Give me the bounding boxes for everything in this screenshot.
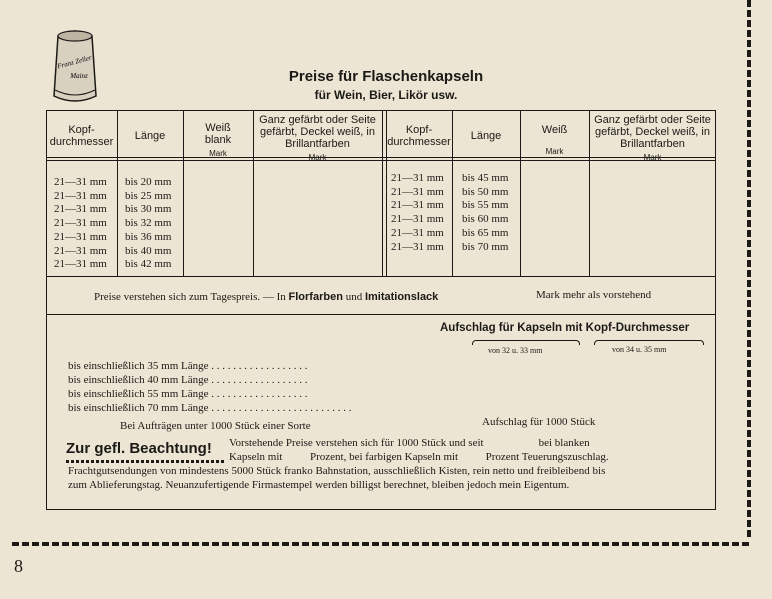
price-note-end: Mark mehr als vorstehend <box>536 289 652 301</box>
header-gefaerbt-left: Ganz gefärbt oder Seite gefärbt, Deckel weiß, in Brillantfarben Mark <box>259 114 376 162</box>
table-cell: bis 32 mm <box>125 217 172 230</box>
header-weiss-right: Weiß Mark <box>541 124 568 156</box>
table-cell: 21—31 mm <box>54 258 107 271</box>
table-cell: 21—31 mm <box>391 172 444 184</box>
table-cell: 21—31 mm <box>54 203 107 216</box>
surcharge-row: bis einschließlich 70 mm Länge . . . . . . . . . . . . . . . . . . . . . . . . . . <box>68 402 352 414</box>
table-cell: bis 25 mm <box>125 189 172 202</box>
surcharge-row: bis einschließlich 35 mm Länge . . . . . . . . . . . . . . . . . . <box>68 360 308 372</box>
table-cell: 21—31 mm <box>54 217 107 230</box>
notice-heading: Zur gefl. Beachtung! <box>66 440 212 457</box>
table-cell: 21—31 mm <box>391 213 444 226</box>
surcharge-col1: von 32 u. 33 mm <box>488 346 543 355</box>
price-note: Preise verstehen sich zum Tagespreis. — In Florfarben und Imitationslack <box>94 291 439 303</box>
surcharge-row: bis einschließlich 55 mm Länge . . . . . . . . . . . . . . . . . . <box>68 388 308 400</box>
col-divider <box>382 110 383 276</box>
header-kopf-left: Kopf- durchmesser <box>49 124 114 148</box>
header-laenge-right: Länge <box>470 130 502 142</box>
table-cell: bis 50 mm <box>462 185 509 198</box>
surcharge-row: bis einschließlich 40 mm Länge . . . . . . . . . . . . . . . . . . <box>68 374 308 386</box>
surcharge-col2: von 34 u. 35 mm <box>612 345 667 354</box>
table-cell: 21—31 mm <box>54 244 107 257</box>
order-note: Bei Aufträgen unter 1000 Stück einer Sorte <box>120 420 311 432</box>
table-cell: 21—31 mm <box>54 230 107 243</box>
header-weiss-left: Weiß blank Mark <box>204 122 232 158</box>
table-cell: bis 42 mm <box>125 258 172 271</box>
notice-line-1: Vorstehende Preise verstehen sich für 1000 Stück und seit bei blanken <box>229 437 590 449</box>
notice-line-3: Frachtgutsendungen von mindestens 5000 Stück franko Bahnstation, ausschließlich Kisten, rein netto und freibleibend bis <box>68 465 606 477</box>
table-cell: bis 40 mm <box>125 244 172 257</box>
table-cell: bis 45 mm <box>462 172 509 184</box>
table-cell: bis 65 mm <box>462 226 509 239</box>
page-subtitle: für Wein, Bier, Likör usw. <box>314 88 458 102</box>
bracket-left <box>472 340 580 345</box>
left-diameter-column <box>54 176 107 272</box>
notice-heading-underline <box>66 460 224 463</box>
dotted-border-bottom <box>12 542 752 546</box>
page-title: Preise für Flaschenkapseln <box>288 68 484 85</box>
page-number: 8 <box>14 556 23 576</box>
table-cell: bis 55 mm <box>462 199 509 212</box>
table-cell: 21—31 mm <box>391 226 444 239</box>
left-length-column <box>125 176 171 272</box>
table-cell: 21—31 mm <box>391 240 444 253</box>
notice-line-2: Kapseln mit Prozent, bei farbigen Kapseln mit Prozent Teuerungszuschlag. <box>229 451 609 463</box>
section-divider <box>46 314 716 315</box>
notice-line-4: zum Ablieferungstag. Neuanzufertigende Firmastempel werden billigst berechnet, bleiben jedoch mein Eigentum. <box>68 479 570 491</box>
logo-text-2: Mainz <box>70 72 88 80</box>
table-cell: 21—31 mm <box>54 189 107 202</box>
table-cell: 21—31 mm <box>391 199 444 212</box>
surcharge-heading: Aufschlag für Kapseln mit Kopf-Durchmesser <box>440 322 690 334</box>
table-cell: bis 20 mm <box>125 176 172 188</box>
header-gefaerbt-right: Ganz gefärbt oder Seite gefärbt, Deckel weiß, in Brillantfarben Mark <box>594 114 711 162</box>
header-laenge-left: Länge <box>134 130 166 142</box>
header-kopf-right: Kopf- durchmesser <box>387 124 451 148</box>
right-length-column <box>462 172 508 254</box>
table-bottom-line <box>46 276 716 277</box>
table-cell: bis 36 mm <box>125 230 172 243</box>
right-diameter-column <box>391 172 444 254</box>
table-cell: 21—31 mm <box>54 176 107 188</box>
table-cell: bis 70 mm <box>462 240 509 253</box>
order-surcharge: Aufschlag für 1000 Stück <box>482 416 596 428</box>
table-cell: 21—31 mm <box>391 185 444 198</box>
table-cell: bis 30 mm <box>125 203 172 216</box>
table-cell: bis 60 mm <box>462 213 509 226</box>
logo-text-1: Franz Zeller <box>56 53 93 71</box>
